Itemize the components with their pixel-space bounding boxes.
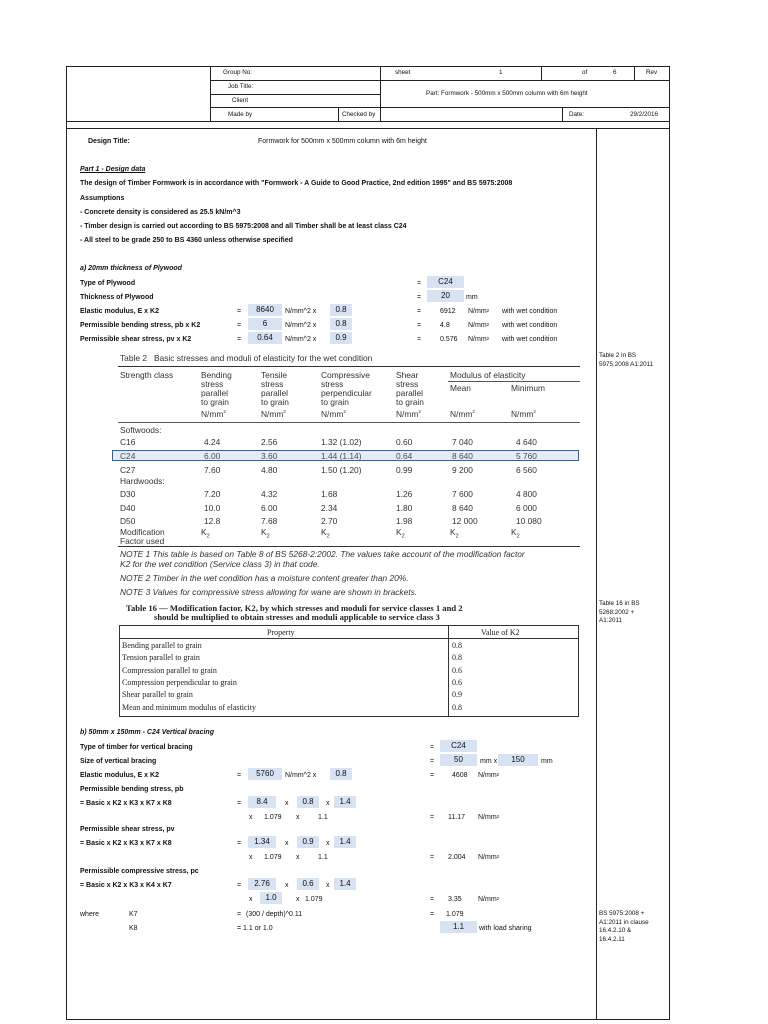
design-title-label: Design Title:: [88, 138, 130, 145]
table16-property: Bending parallel to grain: [122, 641, 202, 650]
table2-unit: $N/mm^2$: [396, 409, 421, 419]
table2-cell: 1.80: [396, 503, 413, 513]
unit-text: N/mm: [478, 772, 497, 779]
equals-sign: =: [417, 322, 422, 329]
header-line: [210, 80, 670, 81]
times-sign: x: [249, 896, 253, 903]
plywood-row-result-unit: $N/mm^2$: [468, 308, 490, 315]
bracing-e-label: Elastic modulus, E x K2: [80, 772, 159, 779]
part1-heading: Part 1 - Design data: [80, 166, 146, 173]
plywood-row-note: with wet condition: [502, 308, 558, 315]
table2-cell: 1.44 (1.14): [321, 451, 362, 461]
bracing-e-result-unit: $N/mm^2$: [478, 772, 500, 779]
equals-sign: =: [237, 800, 242, 807]
rev-label: Rev: [646, 69, 658, 76]
equals-sign: =: [237, 882, 242, 889]
bracing-size-label: Size of vertical bracing: [80, 758, 157, 765]
table2-header-bending: stress: [201, 379, 224, 389]
reference-note: 5975:2008 A1:2011: [599, 360, 654, 368]
bracing-size-mid: mm x: [480, 758, 498, 765]
unit-text: N/mm: [478, 896, 497, 903]
bracing-pb-result: 11.17: [448, 814, 465, 821]
table16-header-rule: [119, 638, 579, 639]
plywood-row-unit: N/mm^2 x: [285, 336, 317, 343]
table2-header-modulus: Modulus of elasticity: [450, 370, 526, 380]
bracing-pb-k7: 1.079: [264, 814, 282, 821]
bracing-pc-k3: 1.4: [334, 878, 356, 890]
equals-sign: =: [237, 336, 242, 343]
plywood-row-result: 4.8: [440, 322, 450, 329]
assumption-2: - Timber design is carried out according to BS 5975:2008 and all Timber shall be at least class C24: [80, 223, 407, 230]
job-label: Job Title:: [228, 83, 254, 90]
table2-cell: 3.60: [261, 451, 278, 461]
table16-value: 0.8: [452, 702, 462, 712]
plywood-row-unit: N/mm^2 x: [285, 322, 317, 329]
mod-factor-label-1: Modification: [120, 527, 165, 537]
table2-cell: 5 760: [516, 451, 537, 461]
k8-formula: = 1.1 or 1.0: [237, 925, 273, 932]
bracing-type-label: Type of timber for vertical bracing: [80, 744, 193, 751]
bracing-pb-formula: = Basic x K2 x K3 x K7 x K8: [80, 800, 172, 807]
table2-title-text: Basic stresses and moduli of elasticity for the wet condition: [154, 353, 373, 363]
table2-cell: 0.99: [396, 465, 413, 475]
table2-cell: 4.80: [261, 465, 278, 475]
equals-sign: =: [430, 896, 435, 903]
bracing-pc-result-unit: $N/mm^2$: [478, 896, 500, 903]
equals-sign: =: [237, 911, 242, 918]
bracing-pc-label: Permissible compressive stress, pc: [80, 868, 199, 875]
table2-header-minimum: Minimum: [511, 383, 545, 393]
times-sign: x: [296, 814, 300, 821]
header-line: [66, 128, 670, 129]
bracing-heading: b) 50mm x 150mm - C24 Vertical bracing: [80, 729, 214, 736]
equals-sign: =: [430, 814, 435, 821]
sheet-number: 1: [499, 69, 503, 76]
checked-by-label: Checked by: [342, 111, 376, 118]
design-title: Formwork for 500mm x 500mm column with 6m height: [258, 138, 427, 145]
table16-title-2: should be multiplied to obtain stresses and moduli applicable to service class 3: [154, 612, 440, 622]
bracing-pb-k3: 1.4: [334, 796, 356, 808]
times-sign: x: [296, 854, 300, 861]
bracing-depth: 150: [498, 754, 538, 766]
bracing-pb-k8: 1.1: [318, 814, 328, 821]
bracing-pb-k2: 0.8: [297, 796, 319, 808]
plywood-row-note: with wet condition: [502, 336, 558, 343]
table16-title-1: Table 16 — Modification factor, K2, by which stresses and moduli for service classes 1 and 2: [126, 603, 463, 613]
bracing-pv-label: Permissible shear stress, pv: [80, 826, 175, 833]
plywood-row-result-unit: $N/mm^2$: [468, 336, 490, 343]
bracing-pc-k8: 1.079: [305, 896, 323, 903]
plywood-row-value: 8640: [248, 304, 282, 316]
bracing-pv-k8: 1.1: [318, 854, 328, 861]
table2-cell: 10 080: [516, 516, 542, 526]
equals-sign: =: [237, 840, 242, 847]
table2-cell: 6 560: [516, 465, 537, 475]
times-sign: x: [285, 840, 289, 847]
assumption-1: - Concrete density is considered as 25.5 kN/m^3: [80, 209, 241, 216]
client-label: Client: [232, 97, 249, 104]
plywood-row-k2: 0.8: [330, 304, 352, 316]
bracing-pv-k7: 1.079: [264, 854, 282, 861]
k8-label: K8: [129, 925, 138, 932]
table2-cell: 1.68: [321, 489, 338, 499]
mod-factor-value: $K_2$: [201, 527, 210, 540]
unit-text: N/mm: [468, 336, 487, 343]
table2-modulus-rule: [448, 381, 580, 382]
unit-text: N/mm: [450, 409, 473, 419]
mod-factor-value: $K_2$: [321, 527, 330, 540]
k7-formula: (300 / depth)^0.11: [246, 911, 303, 918]
table2-cell: 4 640: [516, 437, 537, 447]
unit-text: N/mm: [201, 409, 224, 419]
table16-value: 0.8: [452, 641, 462, 650]
header-line: [210, 94, 380, 95]
ref-column-line: [596, 128, 597, 1020]
reference-note: BS 5975:2008 +: [599, 910, 645, 917]
table2-cell: 6 000: [516, 503, 537, 513]
header-line: [380, 66, 381, 121]
table2-cell: 2.70: [321, 516, 338, 526]
table16-value: 0.6: [452, 677, 462, 687]
mod-factor-value: $K_2$: [450, 527, 459, 540]
table2-number: Table 2: [120, 353, 148, 363]
bracing-pv-result: 2.004: [448, 854, 466, 861]
table2-unit: $N/mm^2$: [511, 409, 536, 419]
unit-text: N/mm: [396, 409, 419, 419]
times-sign: x: [296, 896, 300, 903]
sheet-total: 6: [613, 69, 617, 76]
strength-class: D50: [120, 516, 136, 526]
table2-cell: 10.0: [204, 503, 221, 513]
table2-header-shear: parallel: [396, 388, 424, 398]
k8-note: with load sharing: [479, 925, 532, 932]
table2-cell: 4.32: [261, 489, 278, 499]
table2-header-bending: Bending: [201, 370, 232, 380]
table2-cell: 0.64: [396, 451, 413, 461]
strength-class: D40: [120, 503, 136, 513]
equals-sign: =: [417, 308, 422, 315]
unit-text: N/mm: [261, 409, 284, 419]
equals-sign: =: [430, 854, 435, 861]
bracing-size-unit: mm: [541, 758, 553, 765]
bracing-pc-k4: 1.0: [260, 892, 282, 904]
header-line: [541, 66, 542, 80]
reference-note: A1:2011: [599, 617, 622, 624]
table2-cell: 7.68: [261, 516, 278, 526]
table2-header-shear: to grain: [396, 397, 424, 407]
table2-note-1a: NOTE 1 This table is based on Table 8 of BS 5268-2:2002. The values take account of the modification factor: [120, 549, 525, 559]
table2-cell: 1.50 (1.20): [321, 465, 362, 475]
bracing-pv-k2: 0.9: [297, 836, 319, 848]
table2-bottom-rule: [118, 546, 580, 547]
equals-sign: =: [417, 336, 422, 343]
k8-value: 1.1: [440, 921, 477, 933]
unit-text: N/mm: [478, 854, 497, 861]
table2-header-compressive: Compressive: [321, 370, 370, 380]
k7-result: 1.079: [446, 911, 464, 918]
table2-header-bending: parallel: [201, 388, 229, 398]
plywood-thickness-label: Thickness of Plywood: [80, 294, 154, 301]
table2-cell: 2.56: [261, 437, 278, 447]
assumptions-heading: Assumptions: [80, 195, 125, 202]
equals-sign: =: [430, 911, 435, 918]
table2-note-3: NOTE 3 Values for compressive stress allowing for wane are shown in brackets.: [120, 587, 418, 597]
times-sign: x: [249, 814, 253, 821]
bracing-pc-result: 3.35: [448, 896, 462, 903]
group-label: Group No:: [223, 69, 253, 76]
table2-cell: 12 000: [452, 516, 478, 526]
bracing-e-result: 4608: [452, 772, 468, 779]
unit-text: N/mm: [321, 409, 344, 419]
plywood-row-k2: 0.9: [330, 332, 352, 344]
header-line: [338, 107, 339, 121]
plywood-row-result: 0.576: [440, 336, 458, 343]
equals-sign: =: [430, 744, 435, 751]
bracing-e-value: 5760: [248, 768, 282, 780]
unit-text: N/mm: [478, 814, 497, 821]
bracing-pc-k2: 0.6: [297, 878, 319, 890]
reference-note: A1:2011 in clause: [599, 918, 649, 926]
table2-header-strength: Strength class: [120, 370, 174, 380]
table2-cell: 6.00: [261, 503, 278, 513]
table2-cell: 12.8: [204, 516, 221, 526]
equals-sign: =: [417, 294, 422, 301]
table2-top-rule: [118, 366, 580, 367]
softwoods-label: Softwoods:: [120, 425, 162, 435]
table2-unit: $N/mm^2$: [450, 409, 475, 419]
equals-sign: =: [430, 758, 435, 765]
header-line: [634, 66, 635, 80]
table2-header-tensile: Tensile: [261, 370, 288, 380]
plywood-row-value: 6: [248, 318, 282, 330]
date-value: 29/2/2016: [630, 111, 659, 118]
bracing-pc-basic: 2.76: [248, 878, 276, 890]
plywood-row-value: 0.64: [248, 332, 282, 344]
table2-note-1b: K2 for the wet condition (Service class 3) in that code.: [120, 559, 320, 569]
table16-property: Compression parallel to grain: [122, 665, 217, 675]
table2-cell: 7 040: [452, 437, 473, 447]
plywood-row-label: Permissible bending stress, pb x K2: [80, 322, 201, 329]
table2-title: [120, 353, 372, 363]
table16-property: Shear parallel to grain: [122, 690, 193, 700]
table2-note-2: NOTE 2 Timber in the wet condition has a moisture content greater than 20%.: [120, 573, 409, 583]
reference-note: 16.4.2.10 &: [599, 927, 632, 934]
bracing-pb-label: Permissible bending stress, pb: [80, 786, 184, 793]
table16-value: 0.9: [452, 690, 462, 700]
equals-sign: =: [237, 308, 242, 315]
table2-cell: 0.60: [396, 437, 413, 447]
table2-unit: $N/mm^2$: [261, 409, 286, 419]
header-line: [210, 66, 211, 121]
plywood-thickness-value: 20: [427, 290, 464, 302]
bracing-pb-basic: 8.4: [248, 796, 276, 808]
table2-cell: 1.32 (1.02): [321, 437, 362, 447]
equals-sign: =: [430, 772, 435, 779]
table16-property: Mean and minimum modulus of elasticity: [122, 702, 256, 712]
table2-cell: 1.26: [396, 489, 413, 499]
times-sign: x: [249, 854, 253, 861]
table2-cell: 7.60: [204, 465, 221, 475]
intro-text: The design of Timber Formwork is in accordance with "Formwork - A Guide to Good Practice, 2nd edition 1995" and BS 5975:2008: [80, 180, 513, 187]
table2-header-tensile: stress: [261, 379, 284, 389]
table2-header-tensile: parallel: [261, 388, 289, 398]
plywood-row-k2: 0.8: [330, 318, 352, 330]
plywood-type-value: C24: [427, 276, 464, 288]
table16-value: 0.8: [452, 653, 462, 663]
table2-cell: 7 600: [452, 489, 473, 499]
table2-cell: 6.00: [204, 451, 221, 461]
part-title: Part: Formwork - 500mm x 500mm column with 6m height: [426, 90, 588, 97]
table2-unit: $N/mm^2$: [201, 409, 226, 419]
k7-label: K7: [129, 911, 138, 918]
plywood-row-label: Permissible shear stress, pv x K2: [80, 336, 192, 343]
assumption-3: - All steel to be grade 250 to BS 4360 unless otherwise specified: [80, 237, 293, 244]
bracing-pv-basic: 1.34: [248, 836, 276, 848]
sheet-label: sheet: [395, 69, 411, 76]
table16-property: Compression perpendicular to grain: [122, 677, 237, 687]
strength-class: C27: [120, 465, 136, 475]
table2-header-shear: stress: [396, 379, 419, 389]
table2-header-compressive: stress: [321, 379, 344, 389]
table2-cell: 9 200: [452, 465, 473, 475]
plywood-type-label: Type of Plywood: [80, 280, 136, 287]
reference-note: 16.4.2.11: [599, 935, 625, 943]
times-sign: x: [285, 800, 289, 807]
unit-text: N/mm: [468, 308, 487, 315]
bracing-width: 50: [440, 754, 477, 766]
table2-cell: 4.24: [204, 437, 221, 447]
table2-header-tensile: to grain: [261, 397, 289, 407]
times-sign: x: [326, 840, 330, 847]
table2-header-bending: to grain: [201, 397, 229, 407]
header-line: [210, 107, 670, 108]
table2-header-compressive: to grain: [321, 397, 349, 407]
date-label: Date:: [569, 111, 585, 118]
table2-cell: 8 640: [452, 503, 473, 513]
strength-class: D30: [120, 489, 136, 499]
table2-header-shear: Shear: [396, 370, 419, 380]
mod-factor-value: $K_2$: [261, 527, 270, 540]
times-sign: x: [285, 882, 289, 889]
header-line: [66, 121, 670, 122]
table16-value: 0.6: [452, 665, 462, 675]
table2-cell: 1.98: [396, 516, 413, 526]
table2-header-rule: [118, 422, 580, 423]
mod-factor-value: $K_2$: [511, 527, 520, 540]
bracing-pv-result-unit: $N/mm^2$: [478, 854, 500, 861]
plywood-row-result-unit: $N/mm^2$: [468, 322, 490, 329]
strength-class: C16: [120, 437, 136, 447]
table2-header-compressive: perpendicular: [321, 388, 372, 398]
table16-header-property: Property: [267, 628, 295, 637]
table2-cell: 4 800: [516, 489, 537, 499]
plywood-row-label: Elastic modulus, E x K2: [80, 308, 159, 315]
reference-note: Table 16 in BS: [599, 600, 640, 607]
table16-property: Tension parallel to grain: [122, 653, 200, 663]
strength-class: C24: [120, 451, 136, 461]
times-sign: x: [326, 882, 330, 889]
times-sign: x: [326, 800, 330, 807]
bracing-e-k2: 0.8: [330, 768, 352, 780]
bracing-pv-formula: = Basic x K2 x K3 x K7 x K8: [80, 840, 172, 847]
c24-highlight: [112, 450, 579, 461]
of-label: of: [582, 69, 588, 76]
bracing-e-unit: N/mm^2 x: [285, 772, 317, 779]
equals-sign: =: [237, 322, 242, 329]
table2-cell: 8 640: [452, 451, 473, 461]
plywood-row-unit: N/mm^2 x: [285, 308, 317, 315]
plywood-thickness-unit: mm: [466, 294, 478, 301]
table2-cell: 7.20: [204, 489, 221, 499]
bracing-pb-result-unit: $N/mm^2$: [478, 814, 500, 821]
mod-factor-value: $K_2$: [396, 527, 405, 540]
plywood-row-result: 6912: [440, 308, 456, 315]
table16-header-value: Value of K2: [481, 628, 520, 637]
equals-sign: =: [417, 280, 422, 287]
made-by-label: Made by: [228, 111, 253, 118]
table2-header-mean: Mean: [450, 383, 471, 393]
bracing-pc-formula: = Basic x K2 x K3 x K4 x K7: [80, 882, 172, 889]
reference-note: 5268:2002 +: [599, 608, 635, 616]
table2-cell: 2.34: [321, 503, 338, 513]
unit-text: N/mm: [468, 322, 487, 329]
hardwoods-label: Hardwoods:: [120, 476, 165, 486]
plywood-row-note: with wet condition: [502, 322, 558, 329]
bracing-pv-k3: 1.4: [334, 836, 356, 848]
table2-unit: $N/mm^2$: [321, 409, 346, 419]
header-line: [562, 107, 563, 121]
where-label: where: [80, 911, 100, 918]
bracing-type-value: C24: [440, 740, 477, 752]
equals-sign: =: [237, 772, 242, 779]
unit-text: N/mm: [511, 409, 534, 419]
plywood-heading: a) 20mm thickness of Plywood: [80, 265, 182, 272]
reference-note: Table 2 in BS: [599, 352, 637, 359]
mod-factor-label-2: Factor used: [120, 536, 165, 546]
